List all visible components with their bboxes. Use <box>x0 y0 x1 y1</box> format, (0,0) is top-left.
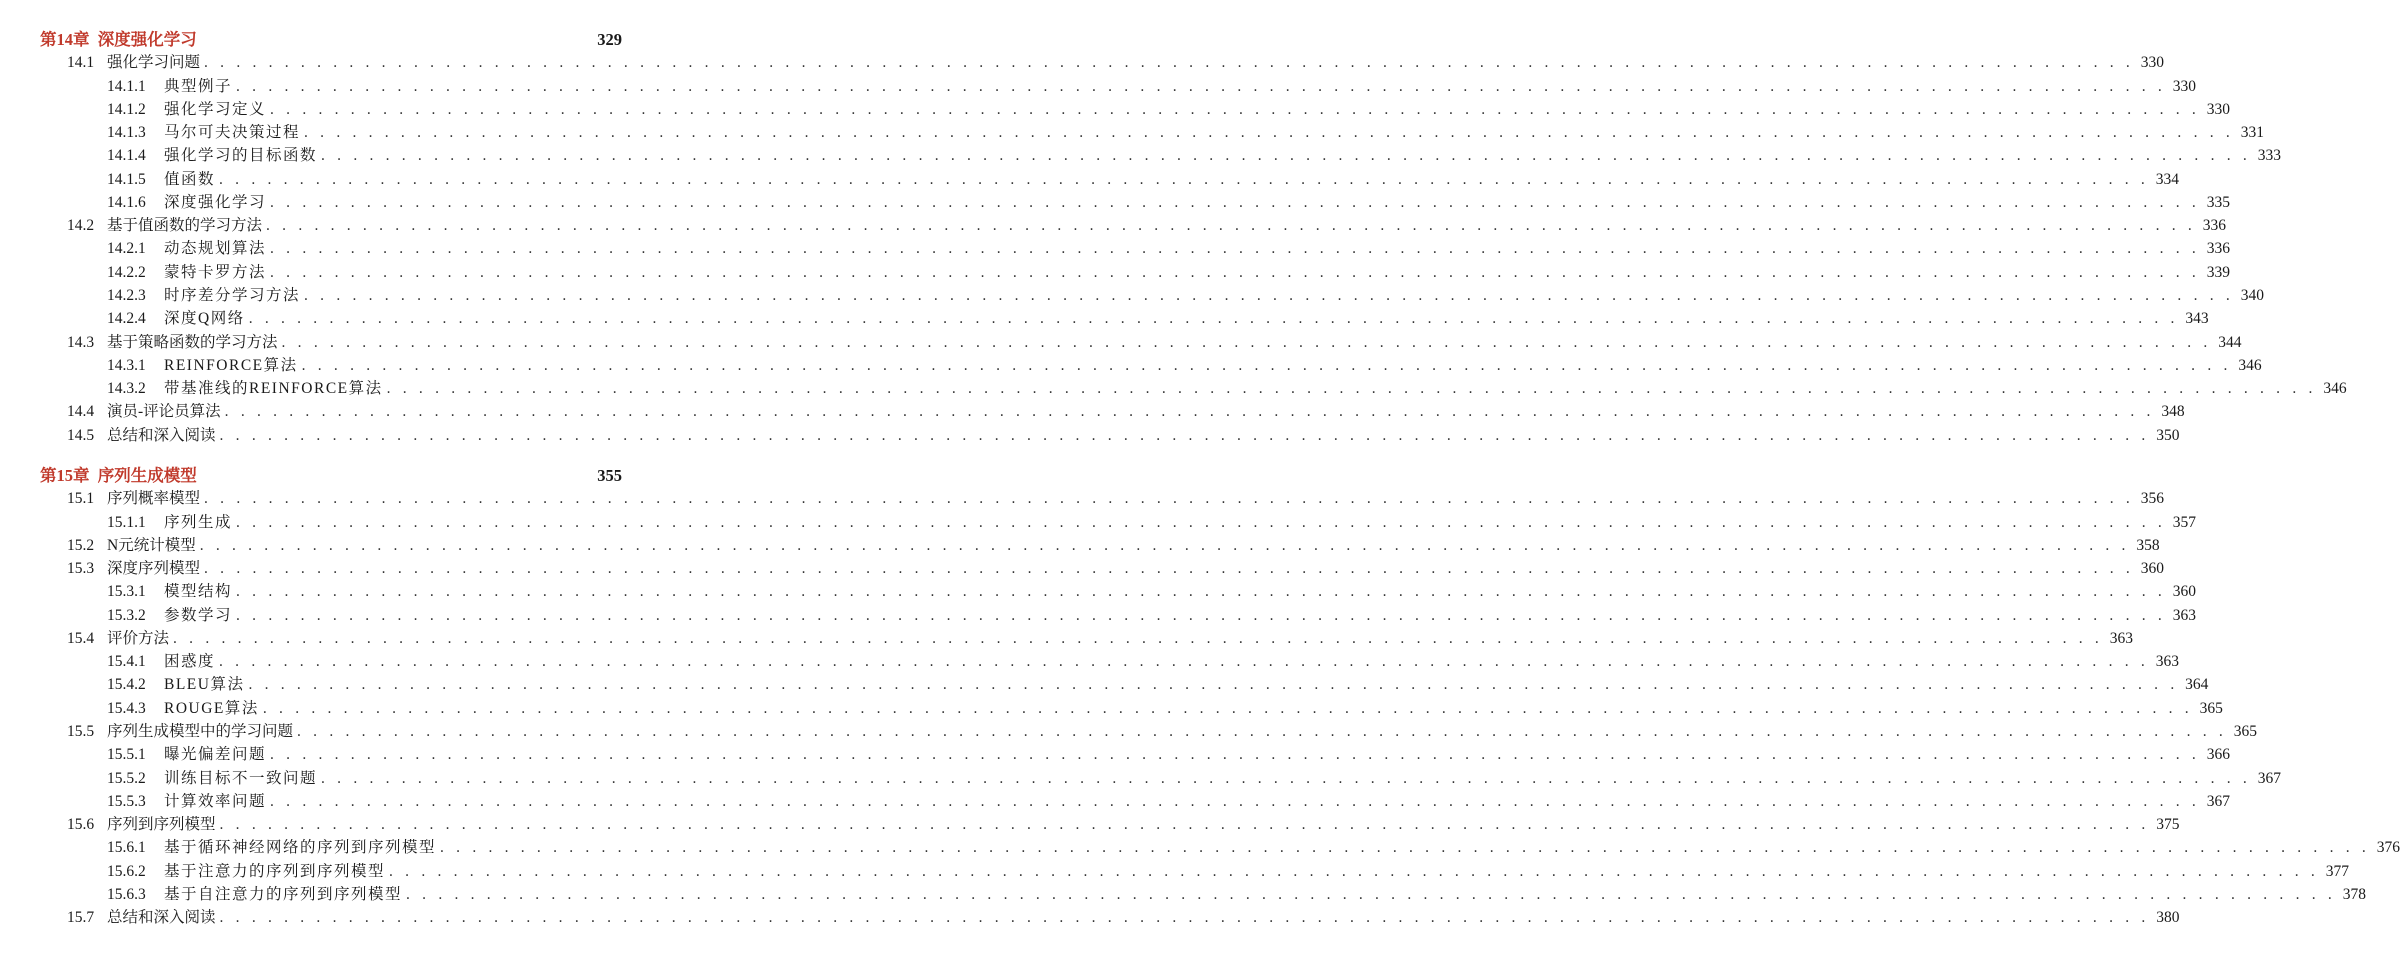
entry-page: 363 <box>2155 653 2179 671</box>
entry-leader-line <box>164 261 2230 284</box>
dot-leader: . . . . . . . . . . . . . . . . . . . . . . . . . . . . . . . . . . . . . . . . . . . . . . . . . . . . . . . . . . . . . . . . . . . . . . . . . . . . . . . . . . . . . . . . . . . . . . . . . . . . . . . . . . . . . . . . . . . . . . . . <box>304 124 2234 142</box>
chapter-heading[interactable] <box>0 28 694 51</box>
entry-title: 基于循环神经网络的序列到序列模型 <box>164 836 440 859</box>
entry-number: 15.4.1 <box>107 653 146 671</box>
entry-number: 15.6.2 <box>107 862 146 880</box>
toc-subsection-entry[interactable] <box>0 237 2230 260</box>
dot-leader: . . . . . . . . . . . . . . . . . . . . . . . . . . . . . . . . . . . . . . . . . . . . . . . . . . . . . . . . . . . . . . . . . . . . . . . . . . . . . . . . . . . . . . . . . . . . . . . . . . . . . . . . . . . . . . . . . . . . . . . . <box>204 490 2134 508</box>
dot-leader: . . . . . . . . . . . . . . . . . . . . . . . . . . . . . . . . . . . . . . . . . . . . . . . . . . . . . . . . . . . . . . . . . . . . . . . . . . . . . . . . . . . . . . . . . . . . . . . . . . . . . . . . . . . . . . . . . . . . . . . . <box>321 769 2251 787</box>
entry-page: 334 <box>2155 170 2179 188</box>
entry-leader-line <box>107 906 2180 929</box>
entry-number: 15.5 <box>67 722 95 740</box>
dot-leader: . . . . . . . . . . . . . . . . . . . . . . . . . . . . . . . . . . . . . . . . . . . . . . . . . . . . . . . . . . . . . . . . . . . . . . . . . . . . . . . . . . . . . . . . . . . . . . . . . . . . . . . . . . . . . . . . . . . . . . . . <box>270 263 2200 281</box>
dot-leader: . . . . . . . . . . . . . . . . . . . . . . . . . . . . . . . . . . . . . . . . . . . . . . . . . . . . . . . . . . . . . . . . . . . . . . . . . . . . . . . . . . . . . . . . . . . . . . . . . . . . . . . . . . . . . . . . . . . . . . . . <box>224 403 2155 421</box>
dot-leader: . . . . . . . . . . . . . . . . . . . . . . . . . . . . . . . . . . . . . . . . . . . . . . . . . . . . . . . . . . . . . . . . . . . . . . . . . . . . . . . . . . . . . . . . . . . . . . . . . . . . . . . . . . . . . . . . . . . . . . . . <box>236 606 2166 624</box>
chapter-spacer <box>90 466 98 485</box>
toc-section-entry[interactable] <box>0 627 2133 650</box>
entry-page: 363 <box>2172 606 2196 624</box>
toc-subsection-entry[interactable] <box>0 836 2400 859</box>
entry-leader-line <box>164 673 2209 696</box>
entry-title: ROUGE算法 <box>164 697 263 720</box>
entry-title: 强化学习问题 <box>107 51 204 74</box>
entry-title: 典型例子 <box>164 75 236 98</box>
entry-page: 330 <box>2206 100 2230 118</box>
entry-leader-line <box>164 75 2196 98</box>
entry-title: 时序差分学习方法 <box>164 284 304 307</box>
entry-page: 377 <box>2325 862 2349 880</box>
entry-number: 15.5.3 <box>107 792 146 810</box>
chapter-heading[interactable] <box>0 464 694 487</box>
toc-subsection-entry[interactable] <box>0 121 2264 144</box>
entry-leader-line <box>164 697 2223 720</box>
chapter-number: 第15章 <box>40 466 90 485</box>
chapter-title: 深度强化学习 <box>97 30 197 49</box>
toc-subsection-entry[interactable] <box>0 743 2230 766</box>
chapter-page: 329 <box>597 30 622 49</box>
entry-title: BLEU算法 <box>164 673 248 696</box>
entry-page: 348 <box>2161 403 2185 421</box>
dot-leader: . . . . . . . . . . . . . . . . . . . . . . . . . . . . . . . . . . . . . . . . . . . . . . . . . . . . . . . . . . . . . . . . . . . . . . . . . . . . . . . . . . . . . . . . . . . . . . . . . . . . . . . . . . . . . . . . . . . . . . . . <box>248 676 2179 694</box>
entry-number: 14.1.5 <box>107 170 146 188</box>
toc-subsection-entry[interactable] <box>0 673 2209 696</box>
entry-title: 困惑度 <box>164 650 219 673</box>
toc-subsection-entry[interactable] <box>0 511 2196 534</box>
entry-title: 训练目标不一致问题 <box>164 767 321 790</box>
entry-title: 蒙特卡罗方法 <box>164 261 270 284</box>
entry-title: 模型结构 <box>164 580 236 603</box>
entry-title: 总结和深入阅读 <box>107 906 220 929</box>
entry-leader-line <box>107 720 2257 743</box>
entry-title: 深度强化学习 <box>164 191 270 214</box>
entry-number: 14.1.4 <box>107 147 146 165</box>
chapter-page: 355 <box>597 466 622 485</box>
entry-leader-line <box>164 580 2196 603</box>
toc-subsection-entry[interactable] <box>0 790 2230 813</box>
entry-leader-line <box>164 604 2196 627</box>
entry-page: 357 <box>2172 513 2196 531</box>
entry-leader-line <box>164 144 2281 167</box>
dot-leader: . . . . . . . . . . . . . . . . . . . . . . . . . . . . . . . . . . . . . . . . . . . . . . . . . . . . . . . . . . . . . . . . . . . . . . . . . . . . . . . . . . . . . . . . . . . . . . . . . . . . . . . . . . . . . . . . . . . . . . . . <box>199 536 2130 554</box>
entry-leader-line <box>164 511 2196 534</box>
dot-leader: . . . . . . . . . . . . . . . . . . . . . . . . . . . . . . . . . . . . . . . . . . . . . . . . . . . . . . . . . . . . . . . . . . . . . . . . . . . . . . . . . . . . . . . . . . . . . . . . . . . . . . . . . . . . . . . . . . . . . . . . <box>301 356 2232 374</box>
chapter-number: 第14章 <box>40 30 90 49</box>
entry-title: 强化学习定义 <box>164 98 270 121</box>
entry-page: 363 <box>2109 629 2133 647</box>
entry-leader-line <box>164 191 2230 214</box>
entry-title: 参数学习 <box>164 604 236 627</box>
dot-leader: . . . . . . . . . . . . . . . . . . . . . . . . . . . . . . . . . . . . . . . . . . . . . . . . . . . . . . . . . . . . . . . . . . . . . . . . . . . . . . . . . . . . . . . . . . . . . . . . . . . . . . . . . . . . . . . . . . . . . . . . <box>321 147 2251 165</box>
entry-number: 14.1.6 <box>107 193 146 211</box>
dot-leader: . . . . . . . . . . . . . . . . . . . . . . . . . . . . . . . . . . . . . . . . . . . . . . . . . . . . . . . . . . . . . . . . . . . . . . . . . . . . . . . . . . . . . . . . . . . . . . . . . . . . . . . . . . . . . . . . . . . . . . . . <box>270 100 2200 118</box>
entry-page: 340 <box>2240 286 2264 304</box>
entry-leader-line <box>107 51 2164 74</box>
dot-leader: . . . . . . . . . . . . . . . . . . . . . . . . . . . . . . . . . . . . . . . . . . . . . . . . . . . . . . . . . . . . . . . . . . . . . . . . . . . . . . . . . . . . . . . . . . . . . . . . . . . . . . . . . . . . . . . . . . . . . . . . <box>219 816 2150 834</box>
entry-page: 330 <box>2172 77 2196 95</box>
entry-leader-line <box>107 331 2242 354</box>
entry-number: 14.1.1 <box>107 77 146 95</box>
dot-leader: . . . . . . . . . . . . . . . . . . . . . . . . . . . . . . . . . . . . . . . . . . . . . . . . . . . . . . . . . . . . . . . . . . . . . . . . . . . . . . . . . . . . . . . . . . . . . . . . . . . . . . . . . . . . . . . . . . . . . . . . <box>406 885 2336 903</box>
entry-page: 346 <box>2323 380 2347 398</box>
toc-subsection-entry[interactable] <box>0 354 2262 377</box>
dot-leader: . . . . . . . . . . . . . . . . . . . . . . . . . . . . . . . . . . . . . . . . . . . . . . . . . . . . . . . . . . . . . . . . . . . . . . . . . . . . . . . . . . . . . . . . . . . . . . . . . . . . . . . . . . . . . . . . . . . . . . . . <box>219 170 2149 188</box>
toc-subsection-entry[interactable] <box>0 767 2281 790</box>
toc-section-entry[interactable] <box>0 557 2164 580</box>
entry-title: 强化学习的目标函数 <box>164 144 321 167</box>
dot-leader: . . . . . . . . . . . . . . . . . . . . . . . . . . . . . . . . . . . . . . . . . . . . . . . . . . . . . . . . . . . . . . . . . . . . . . . . . . . . . . . . . . . . . . . . . . . . . . . . . . . . . . . . . . . . . . . . . . . . . . . . <box>219 426 2150 444</box>
entry-title: 计算效率问题 <box>164 790 270 813</box>
entry-number: 15.2 <box>67 536 95 554</box>
entry-page: 364 <box>2185 676 2209 694</box>
entry-page: 335 <box>2206 193 2230 211</box>
dot-leader: . . . . . . . . . . . . . . . . . . . . . . . . . . . . . . . . . . . . . . . . . . . . . . . . . . . . . . . . . . . . . . . . . . . . . . . . . . . . . . . . . . . . . . . . . . . . . . . . . . . . . . . . . . . . . . . . . . . . . . . . <box>248 310 2179 328</box>
dot-leader: . . . . . . . . . . . . . . . . . . . . . . . . . . . . . . . . . . . . . . . . . . . . . . . . . . . . . . . . . . . . . . . . . . . . . . . . . . . . . . . . . . . . . . . . . . . . . . . . . . . . . . . . . . . . . . . . . . . . . . . . <box>173 629 2103 647</box>
entry-title: 序列生成 <box>164 511 236 534</box>
entry-title: 演员-评论员算法 <box>107 400 225 423</box>
entry-page: 365 <box>2233 722 2257 740</box>
dot-leader: . . . . . . . . . . . . . . . . . . . . . . . . . . . . . . . . . . . . . . . . . . . . . . . . . . . . . . . . . . . . . . . . . . . . . . . . . . . . . . . . . . . . . . . . . . . . . . . . . . . . . . . . . . . . . . . . . . . . . . . . <box>281 333 2212 351</box>
toc-subsection-entry[interactable] <box>0 168 2179 191</box>
toc-subsection-entry[interactable] <box>0 191 2230 214</box>
entry-title: 总结和深入阅读 <box>107 424 220 447</box>
toc-section-entry[interactable] <box>0 720 2257 743</box>
chapter-title: 序列生成模型 <box>97 466 197 485</box>
toc-subsection-entry[interactable] <box>0 604 2196 627</box>
entry-title: 序列概率模型 <box>107 487 204 510</box>
entry-number: 15.4.2 <box>107 676 146 694</box>
entry-leader-line <box>164 767 2281 790</box>
entry-leader-line <box>164 743 2230 766</box>
entry-number: 15.7 <box>67 909 95 927</box>
entry-title: N元统计模型 <box>107 534 200 557</box>
toc-subsection-entry[interactable] <box>0 377 2347 400</box>
entry-number: 15.3 <box>67 560 95 578</box>
toc-subsection-entry[interactable] <box>0 284 2264 307</box>
dot-leader: . . . . . . . . . . . . . . . . . . . . . . . . . . . . . . . . . . . . . . . . . . . . . . . . . . . . . . . . . . . . . . . . . . . . . . . . . . . . . . . . . . . . . . . . . . . . . . . . . . . . . . . . . . . . . . . . . . . . . . . . <box>262 699 2193 717</box>
entry-leader-line <box>107 534 2160 557</box>
entry-title: 深度序列模型 <box>107 557 204 580</box>
entry-title: 曝光偏差问题 <box>164 743 270 766</box>
entry-page: 360 <box>2140 560 2164 578</box>
toc-section-entry[interactable] <box>0 214 2226 237</box>
entry-title: 基于值函数的学习方法 <box>107 214 266 237</box>
toc-subsection-entry[interactable] <box>0 261 2230 284</box>
entry-page: 333 <box>2257 147 2281 165</box>
entry-page: 367 <box>2257 769 2281 787</box>
entry-title: 带基准线的REINFORCE算法 <box>164 377 387 400</box>
entry-leader-line <box>107 627 2133 650</box>
entry-page: 336 <box>2206 240 2230 258</box>
entry-leader-line <box>107 424 2180 447</box>
dot-leader: . . . . . . . . . . . . . . . . . . . . . . . . . . . . . . . . . . . . . . . . . . . . . . . . . . . . . . . . . . . . . . . . . . . . . . . . . . . . . . . . . . . . . . . . . . . . . . . . . . . . . . . . . . . . . . . . . . . . . . . . <box>236 77 2166 95</box>
entry-page: 350 <box>2156 426 2180 444</box>
toc-section-entry[interactable] <box>0 331 2242 354</box>
toc-subsection-entry[interactable] <box>0 307 2209 330</box>
entry-number: 15.6 <box>67 816 95 834</box>
toc-section-entry[interactable] <box>0 400 2185 423</box>
toc-section-entry[interactable] <box>0 534 2160 557</box>
entry-title: 深度Q网络 <box>164 307 249 330</box>
entry-number: 14.4 <box>67 403 95 421</box>
entry-number: 15.3.2 <box>107 606 146 624</box>
toc-subsection-entry[interactable] <box>0 580 2196 603</box>
entry-number: 14.2.1 <box>107 240 146 258</box>
entry-leader-line <box>164 98 2230 121</box>
entry-leader-line <box>164 121 2264 144</box>
entry-page: 330 <box>2140 54 2164 72</box>
entry-title: 值函数 <box>164 168 219 191</box>
entry-leader-line <box>164 883 2366 906</box>
toc-section-entry[interactable] <box>0 487 2164 510</box>
entry-number: 14.2.2 <box>107 263 146 281</box>
dot-leader: . . . . . . . . . . . . . . . . . . . . . . . . . . . . . . . . . . . . . . . . . . . . . . . . . . . . . . . . . . . . . . . . . . . . . . . . . . . . . . . . . . . . . . . . . . . . . . . . . . . . . . . . . . . . . . . . . . . . . . . . <box>204 560 2134 578</box>
entry-page: 360 <box>2172 583 2196 601</box>
entry-number: 15.1 <box>67 490 95 508</box>
dot-leader: . . . . . . . . . . . . . . . . . . . . . . . . . . . . . . . . . . . . . . . . . . . . . . . . . . . . . . . . . . . . . . . . . . . . . . . . . . . . . . . . . . . . . . . . . . . . . . . . . . . . . . . . . . . . . . . . . . . . . . . . <box>219 653 2149 671</box>
dot-leader: . . . . . . . . . . . . . . . . . . . . . . . . . . . . . . . . . . . . . . . . . . . . . . . . . . . . . . . . . . . . . . . . . . . . . . . . . . . . . . . . . . . . . . . . . . . . . . . . . . . . . . . . . . . . . . . . . . . . . . . . <box>270 746 2200 764</box>
entry-leader-line <box>107 400 2185 423</box>
chapter-number-title <box>40 28 197 51</box>
entry-number: 14.3 <box>67 333 95 351</box>
entry-number: 15.1.1 <box>107 513 146 531</box>
entry-leader-line <box>164 284 2264 307</box>
dot-leader: . . . . . . . . . . . . . . . . . . . . . . . . . . . . . . . . . . . . . . . . . . . . . . . . . . . . . . . . . . . . . . . . . . . . . . . . . . . . . . . . . . . . . . . . . . . . . . . . . . . . . . . . . . . . . . . . . . . . . . . . <box>204 54 2134 72</box>
entry-page: 358 <box>2136 536 2160 554</box>
dot-leader: . . . . . . . . . . . . . . . . . . . . . . . . . . . . . . . . . . . . . . . . . . . . . . . . . . . . . . . . . . . . . . . . . . . . . . . . . . . . . . . . . . . . . . . . . . . . . . . . . . . . . . . . . . . . . . . . . . . . . . . . <box>270 193 2200 211</box>
entry-number: 14.1 <box>67 54 95 72</box>
entry-title: 马尔可夫决策过程 <box>164 121 304 144</box>
dot-leader: . . . . . . . . . . . . . . . . . . . . . . . . . . . . . . . . . . . . . . . . . . . . . . . . . . . . . . . . . . . . . . . . . . . . . . . . . . . . . . . . . . . . . . . . . . . . . . . . . . . . . . . . . . . . . . . . . . . . . . . . <box>270 240 2200 258</box>
entry-title: 基于策略函数的学习方法 <box>107 331 282 354</box>
entry-page: 376 <box>2376 839 2400 857</box>
toc-subsection-entry[interactable] <box>0 144 2281 167</box>
dot-leader: . . . . . . . . . . . . . . . . . . . . . . . . . . . . . . . . . . . . . . . . . . . . . . . . . . . . . . . . . . . . . . . . . . . . . . . . . . . . . . . . . . . . . . . . . . . . . . . . . . . . . . . . . . . . . . . . . . . . . . . . <box>270 792 2200 810</box>
toc-subsection-entry[interactable] <box>0 98 2230 121</box>
entry-page: 331 <box>2240 124 2264 142</box>
entry-number: 14.2.3 <box>107 286 146 304</box>
dot-leader: . . . . . . . . . . . . . . . . . . . . . . . . . . . . . . . . . . . . . . . . . . . . . . . . . . . . . . . . . . . . . . . . . . . . . . . . . . . . . . . . . . . . . . . . . . . . . . . . . . . . . . . . . . . . . . . . . . . . . . . . <box>236 513 2166 531</box>
toc-section-entry[interactable] <box>0 51 2164 74</box>
entry-number: 15.5.1 <box>107 746 146 764</box>
entry-page: 336 <box>2202 217 2226 235</box>
entry-number: 15.6.3 <box>107 885 146 903</box>
entry-page: 339 <box>2206 263 2230 281</box>
entry-leader-line <box>164 237 2230 260</box>
entry-title: 动态规划算法 <box>164 237 270 260</box>
entry-leader-line <box>164 860 2349 883</box>
entry-page: 365 <box>2199 699 2223 717</box>
entry-page: 346 <box>2238 356 2262 374</box>
entry-leader-line <box>164 377 2347 400</box>
toc-subsection-entry[interactable] <box>0 697 2223 720</box>
dot-leader: . . . . . . . . . . . . . . . . . . . . . . . . . . . . . . . . . . . . . . . . . . . . . . . . . . . . . . . . . . . . . . . . . . . . . . . . . . . . . . . . . . . . . . . . . . . . . . . . . . . . . . . . . . . . . . . . . . . . . . . . <box>219 909 2150 927</box>
entry-leader-line <box>164 836 2400 859</box>
toc-subsection-entry[interactable] <box>0 75 2196 98</box>
entry-title: 评价方法 <box>107 627 173 650</box>
entry-page: 367 <box>2206 792 2230 810</box>
entry-title: 基于注意力的序列到序列模型 <box>164 860 389 883</box>
entry-title: REINFORCE算法 <box>164 354 302 377</box>
entry-leader-line <box>164 650 2179 673</box>
entry-title: 序列生成模型中的学习问题 <box>107 720 297 743</box>
entry-number: 15.3.1 <box>107 583 146 601</box>
entry-page: 344 <box>2218 333 2242 351</box>
entry-number: 15.4.3 <box>107 699 146 717</box>
toc-section-entry[interactable] <box>0 906 2180 929</box>
entry-number: 15.4 <box>67 629 95 647</box>
entry-number: 14.3.2 <box>107 380 146 398</box>
chapter-number-title <box>40 464 197 487</box>
entry-leader-line <box>107 557 2164 580</box>
entry-page: 343 <box>2185 310 2209 328</box>
toc-subsection-entry[interactable] <box>0 860 2349 883</box>
entry-leader-line <box>164 354 2262 377</box>
entry-number: 15.5.2 <box>107 769 146 787</box>
entry-title: 序列到序列模型 <box>107 813 220 836</box>
dot-leader: . . . . . . . . . . . . . . . . . . . . . . . . . . . . . . . . . . . . . . . . . . . . . . . . . . . . . . . . . . . . . . . . . . . . . . . . . . . . . . . . . . . . . . . . . . . . . . . . . . . . . . . . . . . . . . . . . . . . . . . . <box>389 862 2319 880</box>
dot-leader: . . . . . . . . . . . . . . . . . . . . . . . . . . . . . . . . . . . . . . . . . . . . . . . . . . . . . . . . . . . . . . . . . . . . . . . . . . . . . . . . . . . . . . . . . . . . . . . . . . . . . . . . . . . . . . . . . . . . . . . . <box>386 380 2317 398</box>
entry-number: 14.2 <box>67 217 95 235</box>
entry-leader-line <box>107 487 2164 510</box>
dot-leader: . . . . . . . . . . . . . . . . . . . . . . . . . . . . . . . . . . . . . . . . . . . . . . . . . . . . . . . . . . . . . . . . . . . . . . . . . . . . . . . . . . . . . . . . . . . . . . . . . . . . . . . . . . . . . . . . . . . . . . . . <box>266 217 2196 235</box>
chapter-spacer <box>90 30 98 49</box>
entry-number: 14.3.1 <box>107 356 146 374</box>
entry-number: 14.1.2 <box>107 100 146 118</box>
toc-section-entry[interactable] <box>0 813 2180 836</box>
entry-leader-line <box>107 813 2180 836</box>
entry-page: 366 <box>2206 746 2230 764</box>
entry-title: 基于自注意力的序列到序列模型 <box>164 883 406 906</box>
entry-number: 14.2.4 <box>107 310 146 328</box>
entry-leader-line <box>107 214 2226 237</box>
entry-number: 14.5 <box>67 426 95 444</box>
entry-leader-line <box>164 168 2179 191</box>
entry-page: 378 <box>2342 885 2366 903</box>
entry-page: 356 <box>2140 490 2164 508</box>
toc-section-entry[interactable] <box>0 424 2180 447</box>
dot-leader: . . . . . . . . . . . . . . . . . . . . . . . . . . . . . . . . . . . . . . . . . . . . . . . . . . . . . . . . . . . . . . . . . . . . . . . . . . . . . . . . . . . . . . . . . . . . . . . . . . . . . . . . . . . . . . . . . . . . . . . . <box>236 583 2166 601</box>
toc-subsection-entry[interactable] <box>0 883 2366 906</box>
dot-leader: . . . . . . . . . . . . . . . . . . . . . . . . . . . . . . . . . . . . . . . . . . . . . . . . . . . . . . . . . . . . . . . . . . . . . . . . . . . . . . . . . . . . . . . . . . . . . . . . . . . . . . . . . . . . . . . . . . . . . . . . <box>440 839 2370 857</box>
entry-number: 14.1.3 <box>107 124 146 142</box>
entry-page: 380 <box>2156 909 2180 927</box>
dot-leader: . . . . . . . . . . . . . . . . . . . . . . . . . . . . . . . . . . . . . . . . . . . . . . . . . . . . . . . . . . . . . . . . . . . . . . . . . . . . . . . . . . . . . . . . . . . . . . . . . . . . . . . . . . . . . . . . . . . . . . . . <box>297 722 2227 740</box>
dot-leader: . . . . . . . . . . . . . . . . . . . . . . . . . . . . . . . . . . . . . . . . . . . . . . . . . . . . . . . . . . . . . . . . . . . . . . . . . . . . . . . . . . . . . . . . . . . . . . . . . . . . . . . . . . . . . . . . . . . . . . . . <box>304 286 2234 304</box>
entry-page: 375 <box>2156 816 2180 834</box>
entry-leader-line <box>164 307 2209 330</box>
toc-subsection-entry[interactable] <box>0 650 2179 673</box>
entry-number: 15.6.1 <box>107 839 146 857</box>
entry-leader-line <box>164 790 2230 813</box>
